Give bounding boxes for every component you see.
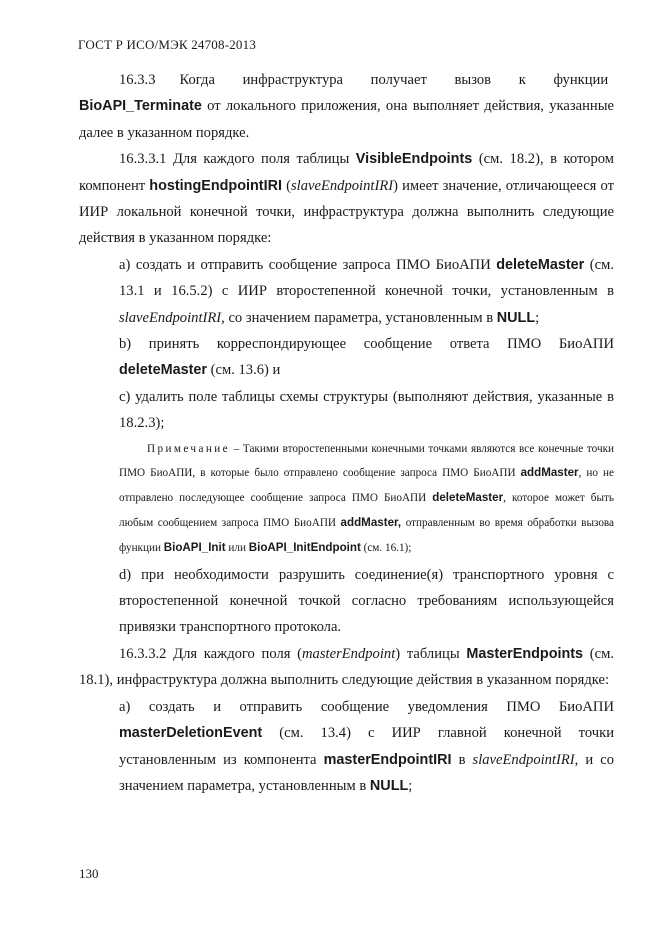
text: d) при необходимости разрушить соединение(я) транспортного уровня с второстепенной конечной точкой согласно требованиям использующейся привязки транспортного протокола.: [119, 566, 614, 636]
italic-term: slaveEndpointIRI: [290, 177, 394, 194]
text: (см. 13.6) и: [210, 362, 281, 379]
text: с) удалить поле таблицы схемы структуры (выполняют действия, указанные в 18.2.3);: [119, 388, 614, 432]
italic-term: masterEndpoint: [302, 645, 396, 662]
text: ;: [408, 777, 413, 794]
text: а) создать и отправить сообщение уведомления ПМО БиоАПИ: [119, 698, 614, 715]
text: (см. 13.1 и 16.5.2) с ИИР второстепенной конечной точки, установленным в: [119, 256, 614, 300]
text: , и со значением параметра, установленным в: [119, 751, 614, 794]
text: от локального приложения, она выполняет действия, указанные далее в указанном порядке.: [79, 98, 614, 141]
list-item-c: [119, 384, 614, 437]
message-name: addMaster,: [340, 516, 402, 530]
function-name: BioAPI_Terminate: [79, 98, 202, 115]
note-label: Примечание: [147, 442, 230, 455]
page-header: ГОСТ Р ИСО/МЭК 24708-2013: [78, 37, 257, 52]
text: ;: [535, 309, 540, 326]
section-number: 16.3.3.2: [119, 645, 167, 662]
text: (см. 13.4) с ИИР главной конечной точки установленным из компонента: [119, 725, 614, 768]
message-name: deleteMaster: [496, 256, 585, 273]
section-number: 16.3.3: [119, 72, 156, 88]
italic-term: slaveEndpointIRI: [472, 751, 575, 768]
paragraph-16-3-3: [79, 67, 614, 146]
text: Когда инфраструктура получает вызов к функции: [179, 72, 609, 88]
null-value: NULL: [369, 777, 409, 794]
paragraph-16-3-3-1: [79, 146, 614, 252]
message-name: masterDeletionEvent: [119, 725, 263, 742]
text: ) таблицы: [395, 645, 460, 662]
text: отправленным во время обработки вызова функции: [119, 517, 615, 554]
function-name: BioAPI_InitEndpoint: [248, 540, 361, 554]
page-number: 130: [79, 866, 99, 881]
text: , со значением параметра, установленным в: [221, 309, 494, 326]
list-item-a2: [119, 694, 614, 800]
null-value: NULL: [496, 309, 536, 326]
text: ) имеет значение, отличающееся от ИИР локальной конечной точки, инфраструктура должна выполнить следующие действия в указанном порядке:: [79, 177, 614, 247]
text: в: [458, 751, 466, 768]
component-name: hostingEndpointIRI: [149, 177, 282, 194]
section-number: 16.3.3.1: [119, 151, 167, 168]
note: [119, 438, 614, 561]
text: – Такими второстепенными конечными точками являются все конечные точки ПМО БиоАПИ, в которые было отправлено сообщение запроса ПМО БиоАПИ: [119, 442, 614, 480]
text: Для каждого поля (: [173, 645, 303, 662]
text: а) создать и отправить сообщение запроса ПМО БиоАПИ: [119, 256, 491, 273]
text: , но не отправлено последующее сообщение запроса ПМО БиоАПИ: [119, 467, 614, 505]
list-item-d: [119, 562, 614, 641]
text: (см. 16.1);: [363, 541, 412, 554]
text: Для каждого поля таблицы: [172, 151, 350, 168]
text: (см. 18.1), инфраструктура должна выполнить следующие действия в указанном порядке:: [79, 645, 614, 689]
text: (: [286, 177, 291, 194]
list-item-a: [119, 252, 614, 331]
text: b) принять корреспондирующее сообщение ответа ПМО БиоАПИ: [119, 336, 614, 353]
table-name: MasterEndpoints: [466, 645, 584, 662]
paragraph-16-3-3-2: [79, 641, 614, 694]
function-name: BioAPI_Init: [163, 540, 226, 554]
message-name: deleteMaster: [119, 362, 207, 379]
message-name: addMaster: [520, 466, 579, 480]
page-body: [79, 67, 614, 799]
table-name: VisibleEndpoints: [355, 151, 473, 168]
text: или: [228, 541, 246, 554]
list-item-b: [119, 331, 614, 384]
text: (см. 18.2), в котором компонент: [79, 151, 615, 194]
italic-term: slaveEndpointIRI: [119, 309, 222, 326]
text: , которое может быть любым сообщением запроса ПМО БиоАПИ: [119, 492, 615, 530]
component-name: masterEndpointIRI: [323, 751, 452, 768]
message-name: deleteMaster: [432, 491, 504, 505]
